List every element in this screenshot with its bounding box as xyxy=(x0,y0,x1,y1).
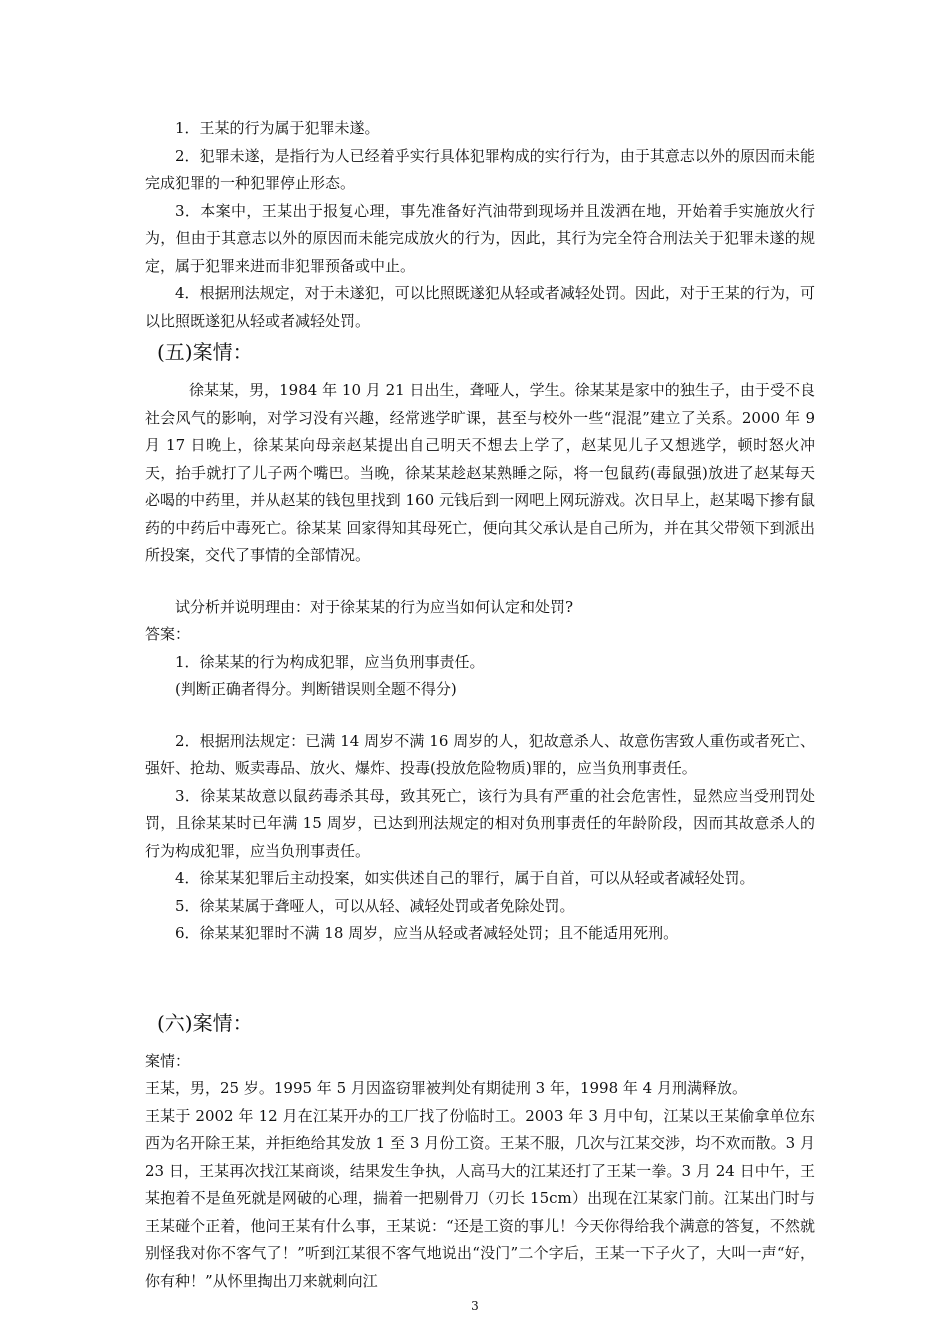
case5-heading: (五)案情： xyxy=(157,340,253,364)
spacer xyxy=(145,704,815,728)
answer-1: 1．王某的行为属于犯罪未遂。 xyxy=(175,119,380,137)
page-content xyxy=(145,115,815,1295)
case5-facts: 徐某某，男，1984 年 10 月 21 日出生，聋哑人，学生。徐某某是家中的独生子，由于受不良社会风气的影响，对学习没有兴趣，经常逃学旷课，甚至与校外一些“混混”建立了关系。2000 年 9 月 17 日晚上，徐某某向母亲赵某提出自己明天不想去上学了，赵某见儿子又想逃学，顿时怒火冲天，抬手就打了儿子两个嘴巴。当晚，徐某某趁赵某熟睡之际，将一包鼠药(毒鼠强)放进了赵某每天必喝的中药里，并从赵某的钱包里找到 160 元钱后到一网吧上网玩游戏。次日早上，赵某喝下掺有鼠药的中药后中毒死亡。徐某某 回家得知其母死亡，便向其父承认是自己所为，并在其父带领下到派出所投案，交代了事情的全部情况。 xyxy=(145,381,815,564)
case6-label: 案情： xyxy=(145,1051,191,1070)
case5-answer-5: 5．徐某某属于聋哑人，可以从轻、减轻处罚或者免除处罚。 xyxy=(175,896,575,915)
answer-4: 4．根据刑法规定，对于未遂犯，可以比照既遂犯从轻或者减轻处罚。因此，对于王某的行为，可以比照既遂犯从轻或者减轻处罚。 xyxy=(145,284,815,330)
case5-answer-3: 3．徐某某故意以鼠药毒杀其母，致其死亡，该行为具有严重的社会危害性，显然应当受刑罚处罚，且徐某某时已年满 15 周岁，已达到刑法规定的相对负刑事责任的年龄阶段，因而其故意杀人的行为构成犯罪，应当负刑事责任。 xyxy=(145,786,815,860)
case5-answer-label: 答案： xyxy=(145,625,191,643)
spacer xyxy=(145,1040,815,1048)
case5-question: 试分析并说明理由：对于徐某某的行为应当如何认定和处罚? xyxy=(175,597,574,616)
case5-answer-1: 1．徐某某的行为构成犯罪，应当负刑事责任。 xyxy=(175,652,485,671)
spacer xyxy=(145,948,815,1006)
case5-answer-4: 4．徐某某犯罪后主动投案，如实供述自己的罪行，属于自首，可以从轻或者减轻处罚。 xyxy=(175,869,755,887)
page-number: 3 xyxy=(471,1299,479,1313)
case6-line1: 王某，男，25 岁。1995 年 5 月因盗窃罪被判处有期徒刑 3 年，1998 年 4 月刑满释放。 xyxy=(145,1079,747,1097)
case6-heading: (六)案情： xyxy=(157,1010,253,1035)
case5-answer-6: 6．徐某某犯罪时不满 18 周岁，应当从轻或者减轻处罚；且不能适用死刑。 xyxy=(175,924,679,942)
answer-2: 2．犯罪未遂，是指行为人已经着乎实行具体犯罪构成的实行行为，由于其意志以外的原因而未能完成犯罪的一种犯罪停止形态。 xyxy=(145,146,815,192)
case5-scoring-note: (判断正确者得分。判断错误则全题不得分) xyxy=(175,680,457,698)
spacer xyxy=(145,369,815,377)
answer-3: 3．本案中，王某出于报复心理，事先准备好汽油带到现场并且泼洒在地，开始着手实施放火行为，但由于其意志以外的原因而未能完成放火的行为，因此，其行为完全符合刑法关于犯罪未遂的规定，属于犯罪来进而非犯罪预备或中止。 xyxy=(145,201,815,275)
case5-answer-2: 2．根据刑法规定：已满 14 周岁不满 16 周岁的人，犯故意杀人、故意伤害致人重伤或者死亡、强奸、抢劫、贩卖毒品、放火、爆炸、投毒(投放危险物质)罪的，应当负刑事责任。 xyxy=(145,731,815,777)
case6-facts: 王某于 2002 年 12 月在江某开办的工厂找了份临时工。2003 年 3 月中旬，江某以王某偷拿单位东西为名开除王某，并拒绝给其发放 1 至 3 月份工资。王某不服，几次与江某交涉，均不欢而散。3 月 23 日，王某再次找江某商谈，结果发生争执，人高马大的江某还打了王某一拳。3 月 24 日中午，王某抱着不是鱼死就是网破的心理，揣着一把剔骨刀（刃长 15cm）出现在江某家门前。江某出门时与王某碰个正着，他问王某有什么事，王某说：“还是工资的事儿！今天你得给我个满意的答复，不然就别怪我对你不客气了！”听到江某很不客气地说出“没门”二个字后，王某一下子火了，大叫一声“好，你有种！”从怀里掏出刀来就刺向江 xyxy=(145,1106,815,1290)
spacer xyxy=(145,570,815,594)
